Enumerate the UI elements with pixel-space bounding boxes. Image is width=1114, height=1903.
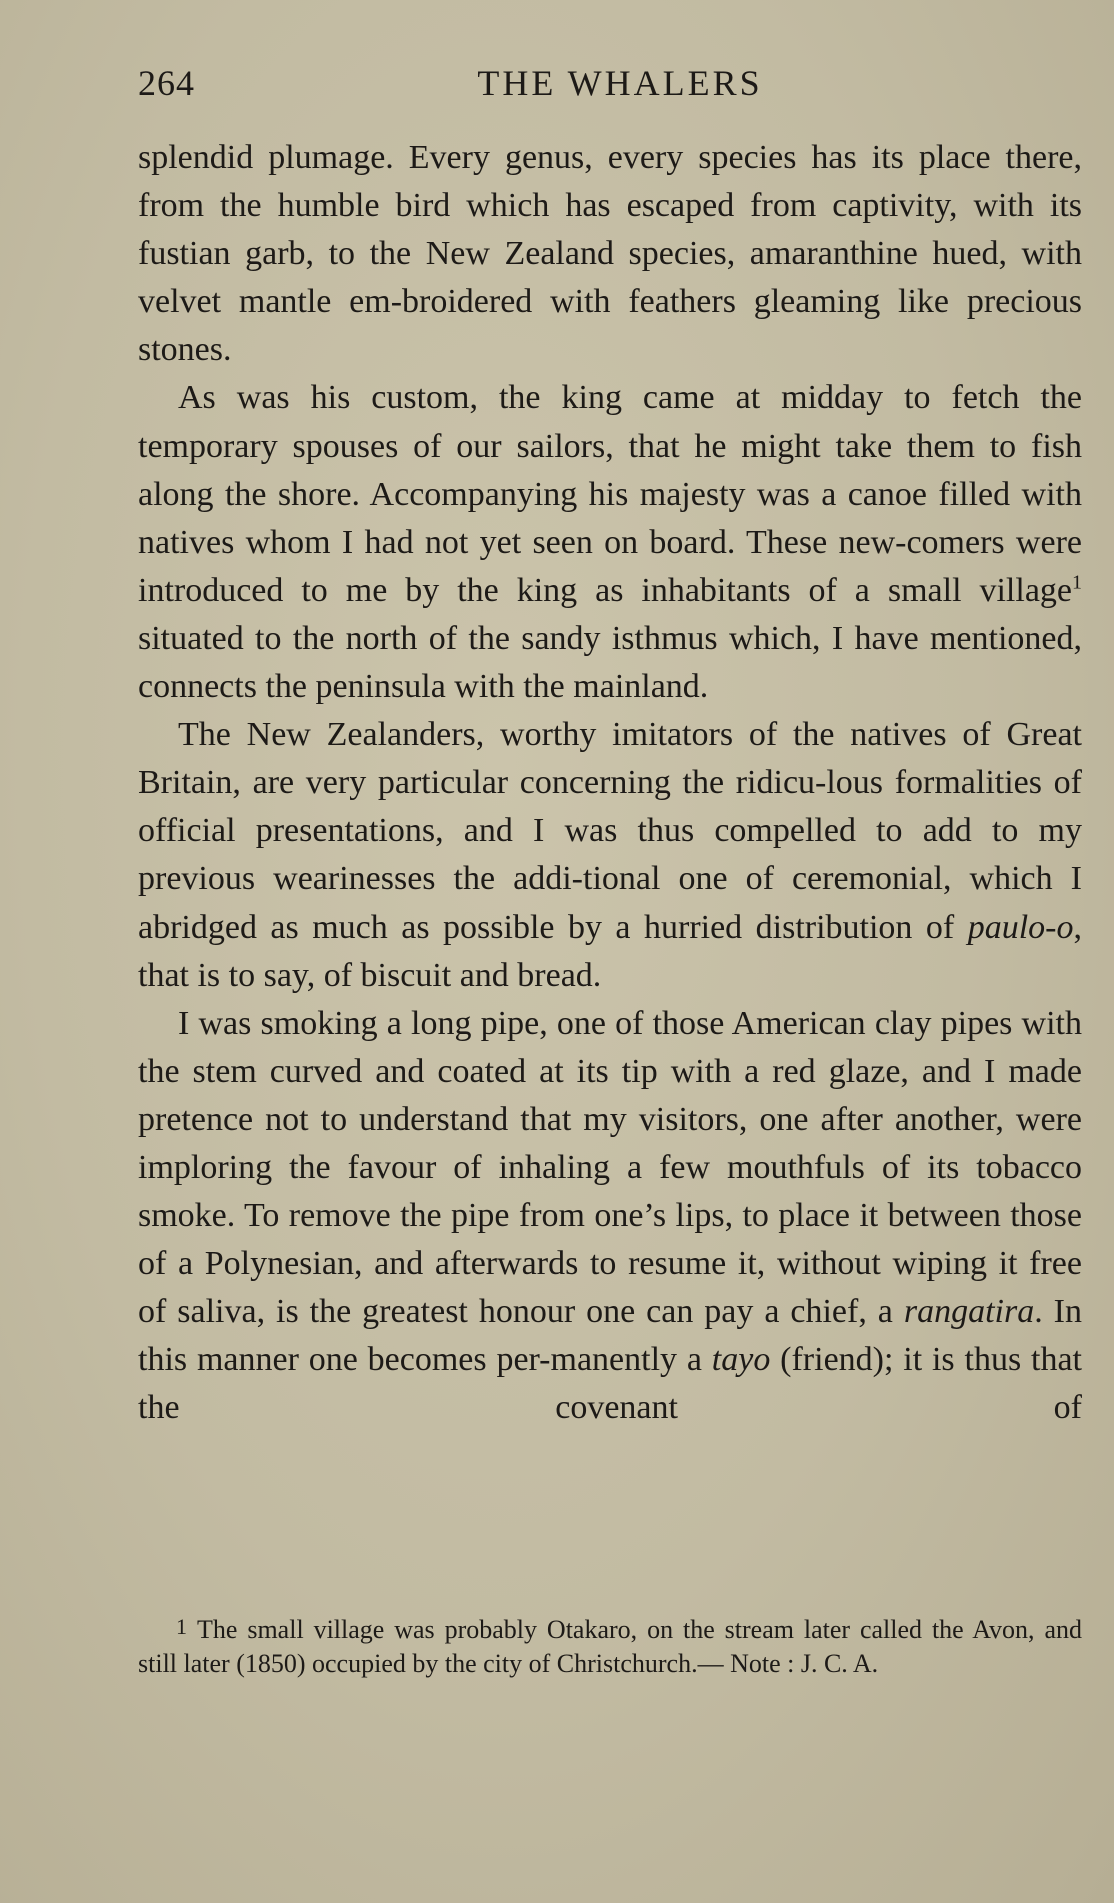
footnote-paragraph bbox=[138, 1610, 1082, 1681]
body-text bbox=[138, 134, 1082, 1433]
paragraph-4-text-c: (friend); it is thus that the covenant of bbox=[138, 1341, 1082, 1427]
paragraph-2-text-a: As was his custom, the king came at midday to fetch the temporary spouses of our sailors, that he might take them to fish along the shore. Accompanying his majesty was a canoe filled with natives whom I had not yet seen on board. These new-comers were introduced to me by the king as inhabitants of a small village bbox=[138, 379, 1082, 609]
paragraph-2-text-b: situated to the north of the sandy isthmus which, I have mentioned, connects the peninsula with the mainland. bbox=[138, 619, 1082, 706]
footnote-marker: 1 bbox=[176, 1614, 187, 1639]
paragraph-4-text-b: . In this manner one becomes per-manently a bbox=[138, 1293, 1082, 1379]
paragraph-3 bbox=[138, 711, 1082, 1000]
running-head: THE WHALERS bbox=[477, 63, 763, 103]
paragraph-1-text: splendid plumage. Every genus, every species has its place there, from the humble bird which has escaped from captivity, with its fustian garb, to the New Zealand species, amaranthine hued, with velvet mantle em-broidered with feathers gleaming like precious stones. bbox=[138, 139, 1082, 369]
paragraph-1 bbox=[138, 134, 1082, 374]
paragraph-4 bbox=[138, 1000, 1082, 1433]
italic-term-rangatira: rangatira bbox=[903, 1293, 1035, 1331]
paragraph-3-text-b: , that is to say, of biscuit and bread. bbox=[138, 908, 1082, 994]
page-header bbox=[138, 62, 1082, 112]
footnote bbox=[138, 1610, 1082, 1681]
footnote-reference: 1 bbox=[1072, 571, 1082, 594]
italic-term-paulo-o: paulo-o bbox=[967, 908, 1074, 946]
page-number: 264 bbox=[138, 63, 195, 103]
paragraph-2 bbox=[138, 374, 1082, 711]
italic-term-tayo: tayo bbox=[711, 1341, 771, 1379]
footnote-text: The small village was probably Otakaro, on the stream later called the Avon, and still later (1850) occupied by the city of Christchurch.— Note : J. C. A. bbox=[138, 1615, 1082, 1678]
paragraph-4-text-a: I was smoking a long pipe, one of those American clay pipes with the stem curved and coated at its tip with a red glaze, and I made pretence not to understand that my visitors, one after another, were imploring the favour of inhaling a few mouthfuls of its tobacco smoke. To remove the pipe from one’s lips, to place it between those of a Polynesian, and afterwards to resume it, without wiping it free of saliva, is the greatest honour one can pay a chief, a bbox=[138, 1004, 1082, 1331]
paragraph-3-text-a: The New Zealanders, worthy imitators of the natives of Great Britain, are very particular concerning the ridicu-lous formalities of official presentations, and I was thus compelled to add to my previous wearinesses the addi-tional one of ceremonial, which I abridged as much as possible by a hurried distribution of bbox=[138, 716, 1082, 946]
